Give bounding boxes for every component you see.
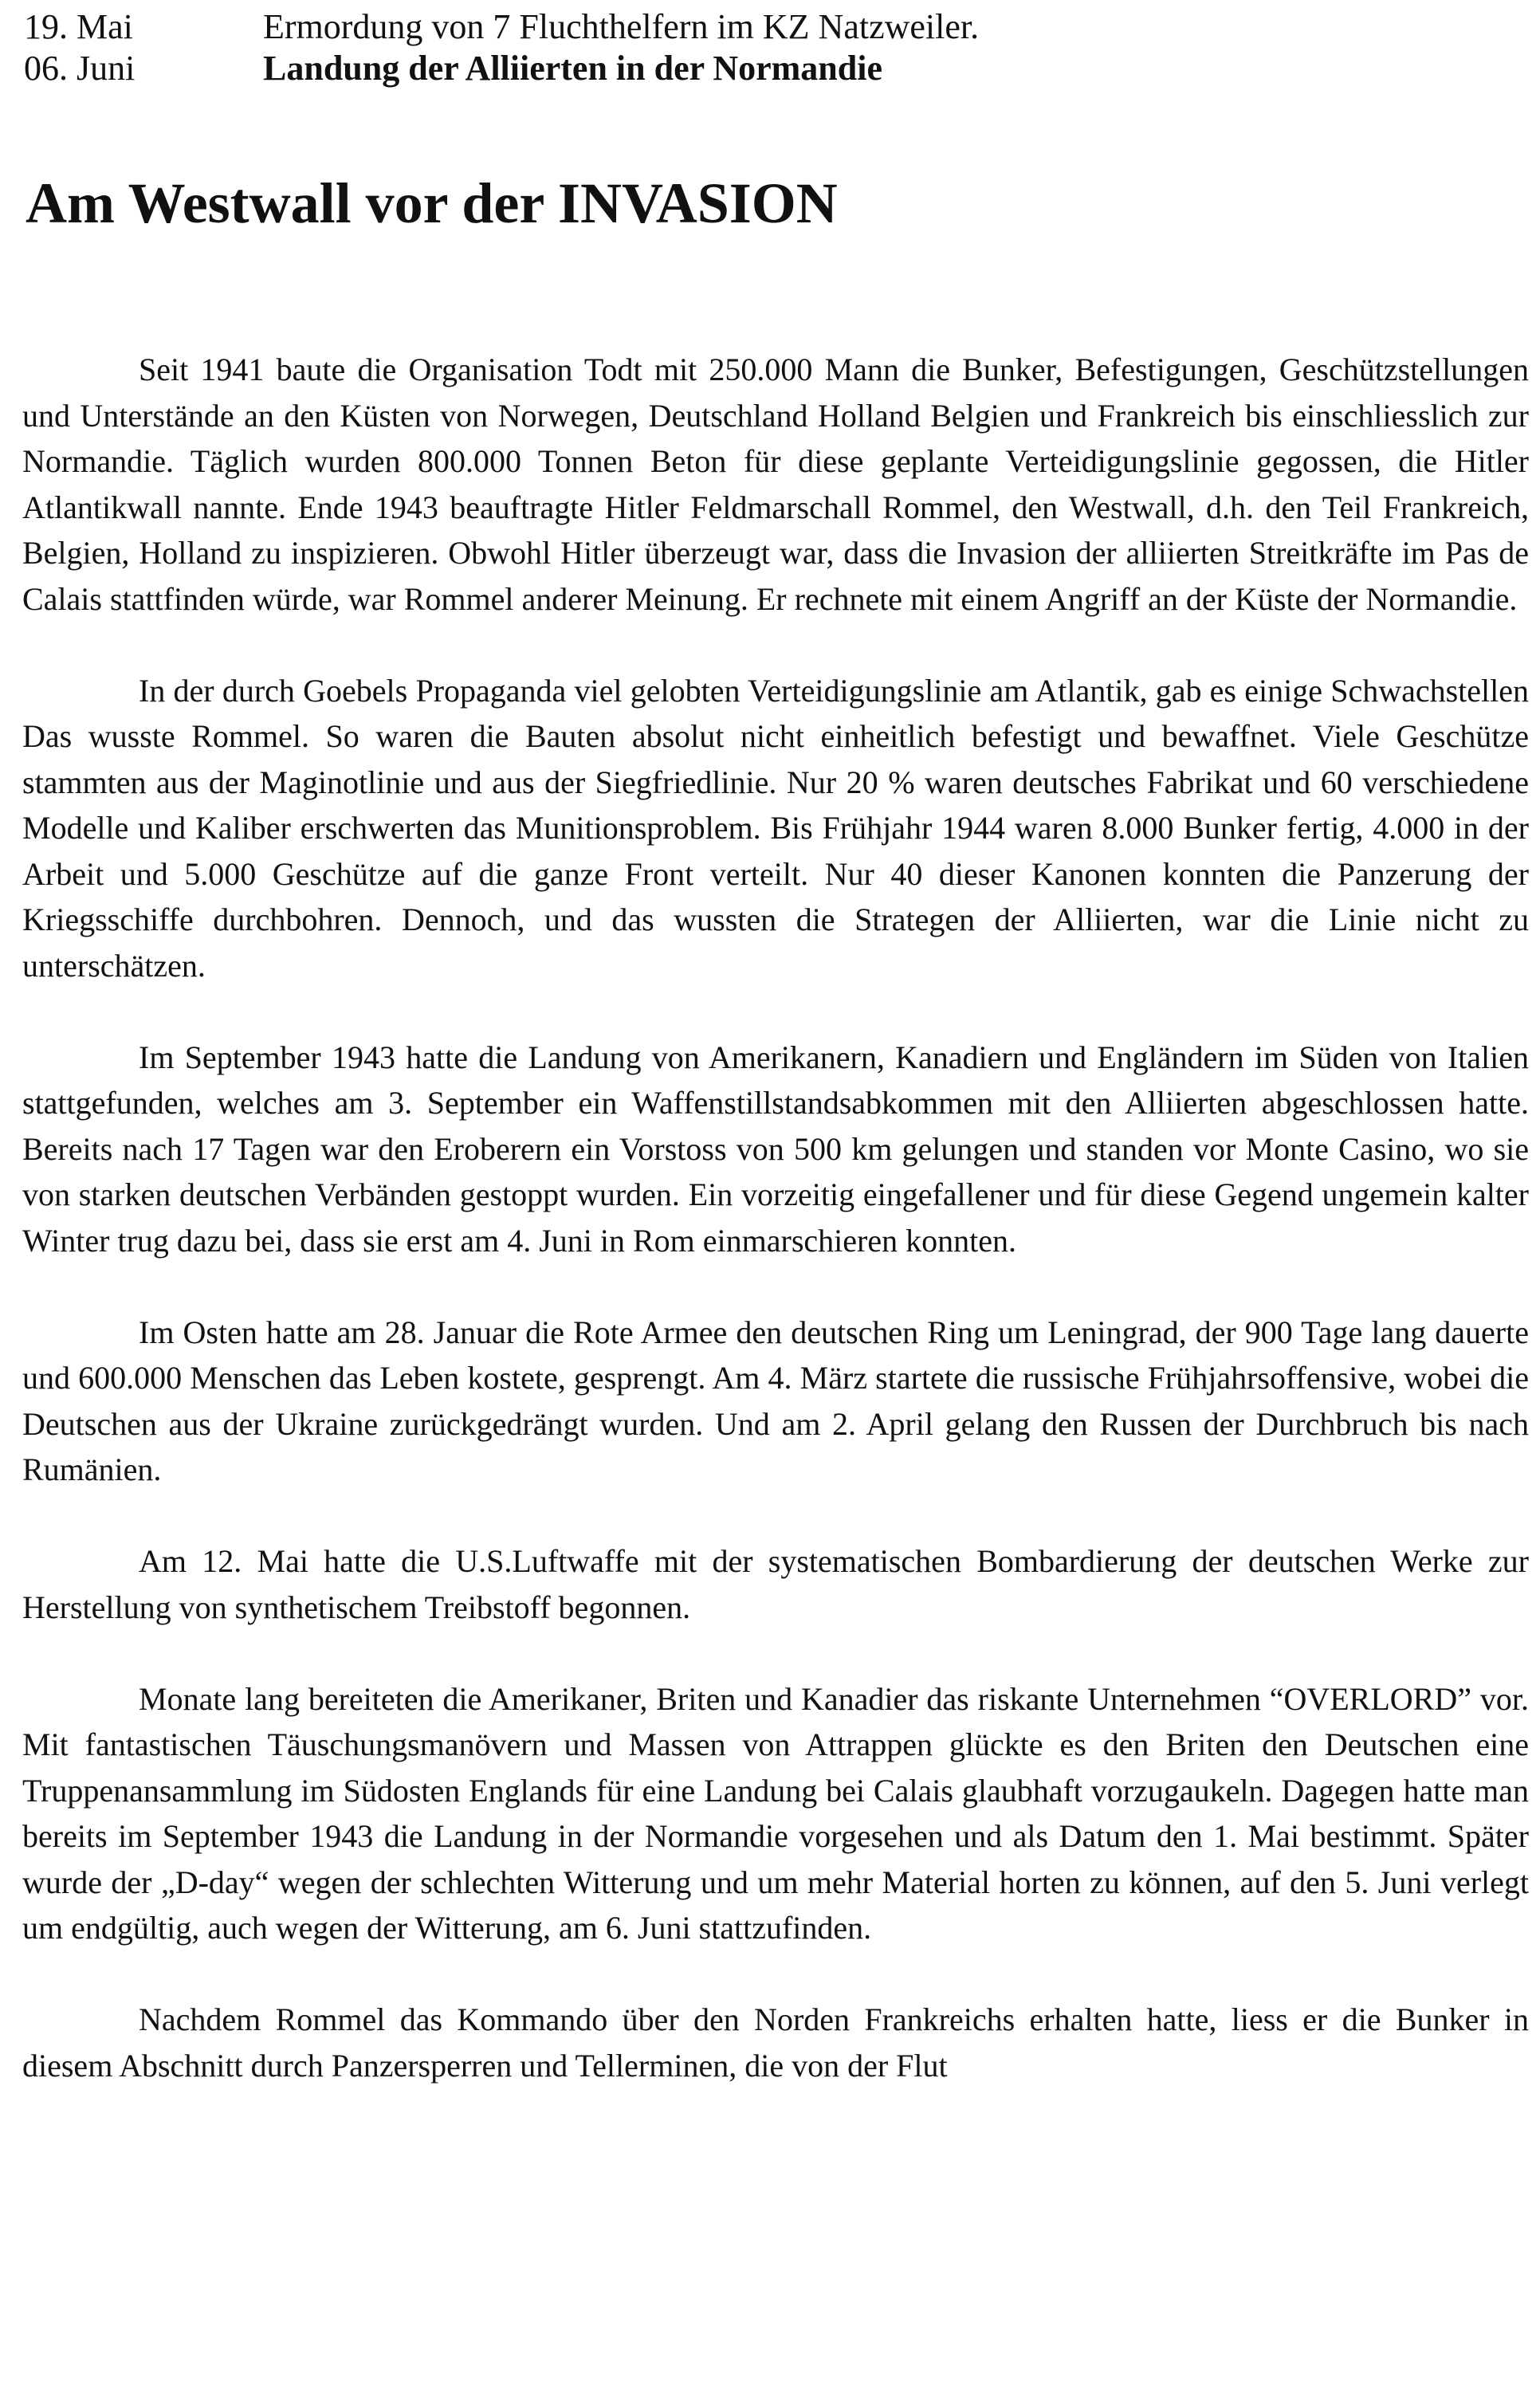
paragraph-1: Seit 1941 baute die Organisation Todt mit 250.000 Mann die Bunker, Befestigungen, Geschützstellungen und Unterstände an den Küsten von Norwegen, Deutschland Holland Belgien und Frankreich bis einschliesslich zur Normandie. Täglich wurden 800.000 Tonnen Beton für diese geplante Verteidigungslinie gegossen, die Hitler Atlantikwall nannte. Ende 1943 beauftragte Hitler Feldmarschall Rommel, den Westwall, d.h. den Teil Frankreich, Belgien, Holland zu inspizieren. Obwohl Hitler überzeugt war, dass die Invasion der alliierten Streitkräfte im Pas de Calais stattfinden würde, war Rommel anderer Meinung. Er rechnete mit einem Angriff an der Küste der Normandie. (22, 352, 1529, 617)
paragraph-5: Am 12. Mai hatte die U.S.Luftwaffe mit der systematischen Bombardierung der deutschen Werke zur Herstellung von synthetischem Treibstoff begonnen. (22, 1543, 1529, 1625)
body-text (22, 347, 1529, 2088)
paragraph-3: Im September 1943 hatte die Landung von Amerikanern, Kanadiern und Engländern im Süden von Italien stattgefunden, welches am 3. September ein Waffenstillstandsabkommen mit den Alliierten abgeschlossen hatte. Bereits nach 17 Tagen war den Eroberern ein Vorstoss von 500 km gelungen und standen vor Monte Casino, wo sie von starken deutschen Verbänden gestoppt wurden. Ein vorzeitig eingefallener und für diese Gegend ungemein kalter Winter trug dazu bei, dass sie erst am 4. Juni in Rom einmarschieren konnten. (22, 1039, 1529, 1259)
chronology-date: 19. Mai (24, 7, 133, 46)
chronology-list (24, 6, 1499, 89)
paragraph-6: Monate lang bereiteten die Amerikaner, Briten und Kanadier das riskante Unternehmen “OVERLORD” vor. Mit fantastischen Täuschungsmanövern und Massen von Attrappen glückte es den Briten den Deutschen eine Truppenansammlung im Südosten Englands für eine Landung bei Calais glaubhaft vorzugaukeln. Dagegen hatte man bereits im September 1943 die Landung in der Normandie vorgesehen und als Datum den 1. Mai bestimmt. Später wurde der „D-day“ wegen der schlechten Witterung und um mehr Material horten zu können, auf den 5. Juni verlegt um endgültig, auch wegen der Witterung, am 6. Juni stattzufinden. (22, 1680, 1529, 1946)
chronology-entry-1 (24, 6, 1499, 48)
paragraph-4: Im Osten hatte am 28. Januar die Rote Armee den deutschen Ring um Leningrad, der 900 Tage lang dauerte und 600.000 Menschen das Leben kostete, gesprengt. Am 4. März startete die russische Frühjahrsoffensive, wobei die Deutschen aus der Ukraine zurückgedrängt wurden. Und am 2. April gelang den Russen der Durchbruch bis nach Rumänien. (22, 1314, 1529, 1487)
section-title: Am Westwall vor der INVASION (26, 171, 838, 235)
chronology-entry-2 (24, 48, 1499, 89)
chronology-date: 06. Juni (24, 49, 136, 88)
paragraph-7: Nachdem Rommel das Kommando über den Norden Frankreichs erhalten hatte, liess er die Bunker in diesem Abschnitt durch Panzersperren und Tellerminen, die von der Flut (22, 2001, 1529, 2084)
paragraph-2: In der durch Goebels Propaganda viel gelobten Verteidigungslinie am Atlantik, gab es einige Schwachstellen Das wusste Rommel. So waren die Bauten absolut nicht einheitlich befestigt und bewaffnet. Viele Geschütze stammten aus der Maginotlinie und aus der Siegfriedlinie. Nur 20 % waren deutsches Fabrikat und 60 verschiedene Modelle und Kaliber erschwerten das Munitionsproblem. Bis Frühjahr 1944 waren 8.000 Bunker fertig, 4.000 in der Arbeit und 5.000 Geschütze auf die ganze Front verteilt. Nur 40 dieser Kanonen konnten die Panzerung der Kriegsschiffe durchbohren. Dennoch, und das wussten die Strategen der Alliierten, war die Linie nicht zu unterschätzen. (22, 672, 1529, 984)
chronology-event: Landung der Alliierten in der Normandie (263, 49, 883, 88)
chronology-event: Ermordung von 7 Fluchthelfern im KZ Natzweiler. (263, 7, 980, 46)
